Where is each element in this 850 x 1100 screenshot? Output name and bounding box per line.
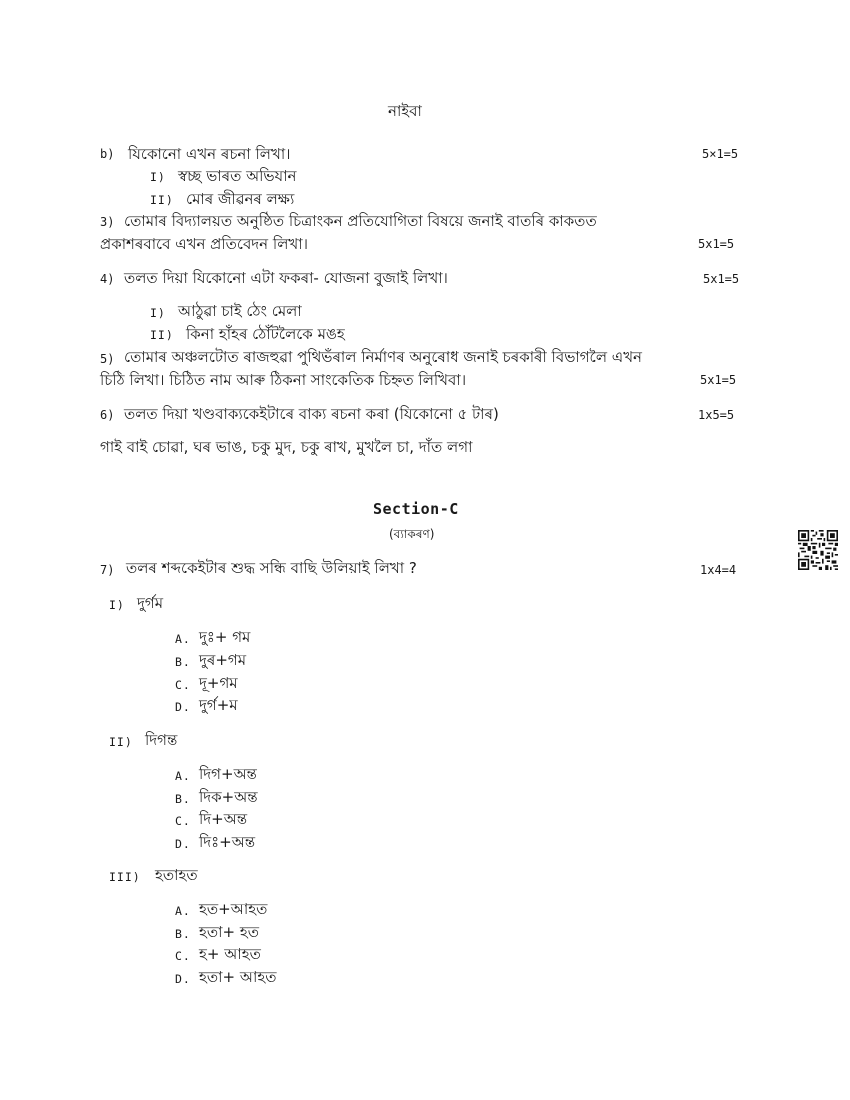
question-number: b) xyxy=(100,147,115,161)
option-text: দুঃ+ গম xyxy=(199,628,251,646)
option-text: কিনা হাঁহৰ ঠোঁটলৈকে মঙহ xyxy=(186,325,345,343)
option-number: I) xyxy=(150,170,166,184)
question-number: 3) xyxy=(100,215,115,229)
question-text-cont: চিঠি লিখা। চিঠিত নাম আৰু ঠিকনা সাংকেতিক চিহ্নত লিখিবা। xyxy=(100,371,467,389)
option-letter: A. xyxy=(175,769,191,783)
part-number: III) xyxy=(109,870,141,884)
question-number: 7) xyxy=(100,563,115,577)
part-number: II) xyxy=(109,735,133,749)
part-word: দুৰ্গম xyxy=(137,594,164,612)
option-letter: C. xyxy=(175,814,191,828)
option-letter: D. xyxy=(175,700,191,714)
option-text: হ+ আহত xyxy=(199,945,261,963)
option-letter: C. xyxy=(175,678,191,692)
option-number: II) xyxy=(150,193,174,207)
option-text: দিক+অন্ত xyxy=(199,788,258,806)
question-text: তোমাৰ বিদ্যালয়ত অনুষ্ঠিত চিত্ৰাংকন প্ৰতিযোগিতা বিষয়ে জনাই বাতৰি কাকতত xyxy=(124,212,597,230)
option-text: মোৰ জীৱনৰ লক্ষ্য xyxy=(186,190,295,208)
option-text: দি+অন্ত xyxy=(199,810,248,828)
option-letter: A. xyxy=(175,632,191,646)
marks-label: 5x1=5 xyxy=(703,272,740,286)
option-text: আঠুৱা চাই ঠেং মেলা xyxy=(178,302,302,320)
option-text: দূ+গম xyxy=(199,674,238,692)
marks-label: 5x1=5 xyxy=(700,373,737,387)
marks-label: 1x5=5 xyxy=(698,408,735,422)
part-number: I) xyxy=(109,598,125,612)
section-subtitle: (ব্যাকৰণ) xyxy=(389,527,435,541)
option-text: হত+আহত xyxy=(199,900,268,918)
option-text: স্বচ্ছ ভাৰত অভিযান xyxy=(178,167,297,185)
option-letter: A. xyxy=(175,904,191,918)
option-text: দিগ+অন্ত xyxy=(199,765,257,783)
option-number: II) xyxy=(150,328,174,342)
marks-label: 1x4=4 xyxy=(700,563,737,577)
question-number: 5) xyxy=(100,352,115,366)
option-letter: D. xyxy=(175,837,191,851)
question-text: তলত দিয়া যিকোনো এটা ফকৰা- যোজনা বুজাই লিখা। xyxy=(124,269,448,287)
option-text: দুৰ+গম xyxy=(199,651,247,669)
option-number: I) xyxy=(150,306,166,320)
part-word: দিগন্ত xyxy=(145,731,178,749)
option-text: হতা+ হত xyxy=(199,923,259,941)
phrase-list: গাই বাই চোৱা, ঘৰ ভাঙ, চকু মুদ, চকু ৰাখ, মুখলৈ চা, দাঁত লগা xyxy=(100,438,473,456)
qr-code-image xyxy=(798,530,838,570)
option-letter: C. xyxy=(175,949,191,963)
option-text: হতা+ আহত xyxy=(199,968,277,986)
option-text: দুৰ্গ+ম xyxy=(199,696,238,714)
question-text: তলৰ শব্দকেইটাৰ শুদ্ধ সন্ধি বাছি উলিয়াই লিখা ? xyxy=(126,559,417,577)
marks-label: 5×1=5 xyxy=(702,147,739,161)
question-text: তলত দিয়া খণ্ডবাক্যকেইটাৰে বাক্য ৰচনা কৰা (যিকোনো ৫ টাৰ) xyxy=(124,405,499,423)
question-number: 4) xyxy=(100,272,115,286)
option-letter: B. xyxy=(175,792,191,806)
option-letter: B. xyxy=(175,927,191,941)
question-text: তোমাৰ অঞ্চলটোত ৰাজহুৱা পুথিভঁৰাল নিৰ্মাণৰ অনুৰোধ জনাই চৰকাৰী বিভাগলৈ এখন xyxy=(124,348,643,366)
question-text: যিকোনো এখন ৰচনা লিখা। xyxy=(128,145,291,163)
marks-label: 5x1=5 xyxy=(698,237,735,251)
section-title: Section-C xyxy=(373,500,459,518)
option-text: দিঃ+অন্ত xyxy=(199,833,256,851)
question-number: 6) xyxy=(100,408,115,422)
option-letter: B. xyxy=(175,655,191,669)
question-text-cont: প্ৰকাশৰবাবে এখন প্ৰতিবেদন লিখা। xyxy=(100,235,308,253)
page-header-title: নাইবা xyxy=(388,102,422,120)
part-word: হতাহত xyxy=(155,866,198,884)
option-letter: D. xyxy=(175,972,191,986)
